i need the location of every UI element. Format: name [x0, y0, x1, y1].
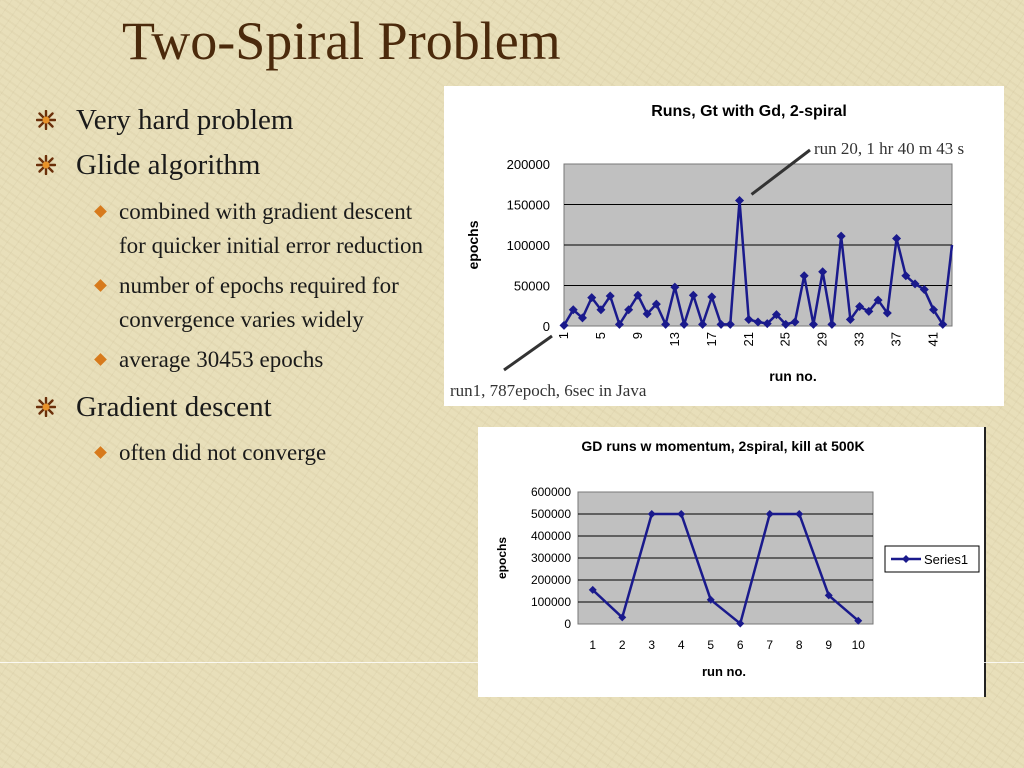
y-tick-label: 500000	[530, 507, 571, 521]
bullet-very-hard-problem	[36, 104, 436, 137]
sub-bullet-text: combined with gradient descent for quicker initial error reduction	[119, 198, 423, 258]
x-tick-label: 37	[888, 332, 904, 347]
y-tick-label: 200000	[506, 157, 550, 172]
slide-title: Two-Spiral Problem	[122, 11, 561, 71]
y-tick-label: 300000	[530, 551, 571, 565]
y-tick-label: 400000	[530, 529, 571, 543]
x-axis-label: run no.	[769, 368, 817, 384]
y-axis-label: epochs	[495, 536, 509, 580]
x-tick-label: 4	[677, 638, 685, 652]
bullet-text: Very hard problem	[76, 104, 294, 136]
chart-legend	[885, 546, 979, 572]
chart-gd-runs-momentum	[478, 427, 986, 697]
chart-title: Runs, Gt with Gd, 2-spiral	[651, 103, 847, 120]
bullet-text: Glide algorithm	[76, 149, 261, 182]
diamond-bullet-icon	[94, 446, 107, 459]
x-tick-label: 13	[666, 332, 682, 347]
diamond-bullet-icon	[94, 353, 107, 366]
x-tick-label: 41	[925, 332, 941, 347]
chart-title: GD runs w momentum, 2spiral, kill at 500K	[581, 438, 865, 454]
chart-runs-gt-with-gd	[444, 86, 1004, 406]
star-bullet-icon	[36, 155, 56, 175]
y-tick-label: 150000	[506, 197, 550, 213]
x-tick-label: 25	[777, 332, 793, 347]
bullet-text: Gradient descent	[76, 390, 272, 423]
y-tick-label: 100000	[530, 595, 571, 609]
y-axis-label: epochs	[465, 220, 481, 270]
x-tick-label: 3	[648, 638, 656, 652]
bullet-glide-algorithm	[36, 149, 436, 182]
diamond-bullet-icon	[94, 279, 107, 292]
sub-bullet-gradient-descent-combo	[36, 195, 436, 263]
sub-bullet-text: often did not converge	[119, 440, 327, 466]
sub-bullet-text: average 30453 epochs	[119, 346, 324, 372]
x-tick-label: 17	[703, 332, 719, 347]
x-tick-label: 5	[707, 638, 715, 652]
x-tick-label: 21	[740, 332, 756, 347]
x-tick-label: 10	[851, 638, 865, 652]
chart-runs-gt-with-gd-svg	[444, 86, 1004, 406]
chart-gd-runs-momentum-svg	[478, 427, 984, 697]
sub-bullet-did-not-converge	[36, 436, 436, 470]
y-tick-label: 600000	[530, 485, 571, 499]
y-tick-label: 0	[542, 319, 550, 334]
x-tick-label: 9	[825, 638, 833, 652]
annotation-bottom: run1, 787epoch, 6sec in Java	[450, 381, 647, 400]
y-tick-label: 50000	[513, 278, 550, 294]
annotation-arrow-bottom	[504, 336, 552, 370]
bullet-list	[36, 104, 436, 476]
y-tick-label: 0	[564, 617, 571, 631]
x-tick-label: 1	[556, 332, 571, 340]
star-bullet-icon	[36, 397, 56, 417]
x-tick-label: 7	[766, 638, 774, 652]
x-axis-label: run no.	[701, 664, 747, 679]
sub-bullet-text: number of epochs required for convergence varies widely	[119, 272, 399, 332]
y-tick-label: 200000	[530, 573, 571, 587]
x-tick-label: 9	[629, 332, 645, 340]
x-tick-label: 1	[589, 638, 597, 652]
legend-label: Series1	[924, 552, 969, 567]
x-tick-label: 8	[795, 638, 803, 652]
x-tick-label: 33	[851, 332, 867, 347]
slide-divider-line	[0, 662, 1024, 663]
annotation-top: run 20, 1 hr 40 m 43 s	[814, 139, 965, 158]
diamond-bullet-icon	[94, 205, 107, 218]
x-tick-label: 5	[592, 332, 608, 340]
sub-bullet-epochs-vary	[36, 269, 436, 337]
x-tick-label: 6	[736, 638, 744, 652]
sub-bullet-average-epochs	[36, 343, 436, 377]
x-tick-label: 2	[618, 638, 626, 652]
bullet-gradient-descent	[36, 391, 436, 424]
y-tick-label: 100000	[506, 238, 550, 253]
star-bullet-icon	[36, 110, 56, 130]
x-tick-label: 29	[814, 332, 830, 347]
